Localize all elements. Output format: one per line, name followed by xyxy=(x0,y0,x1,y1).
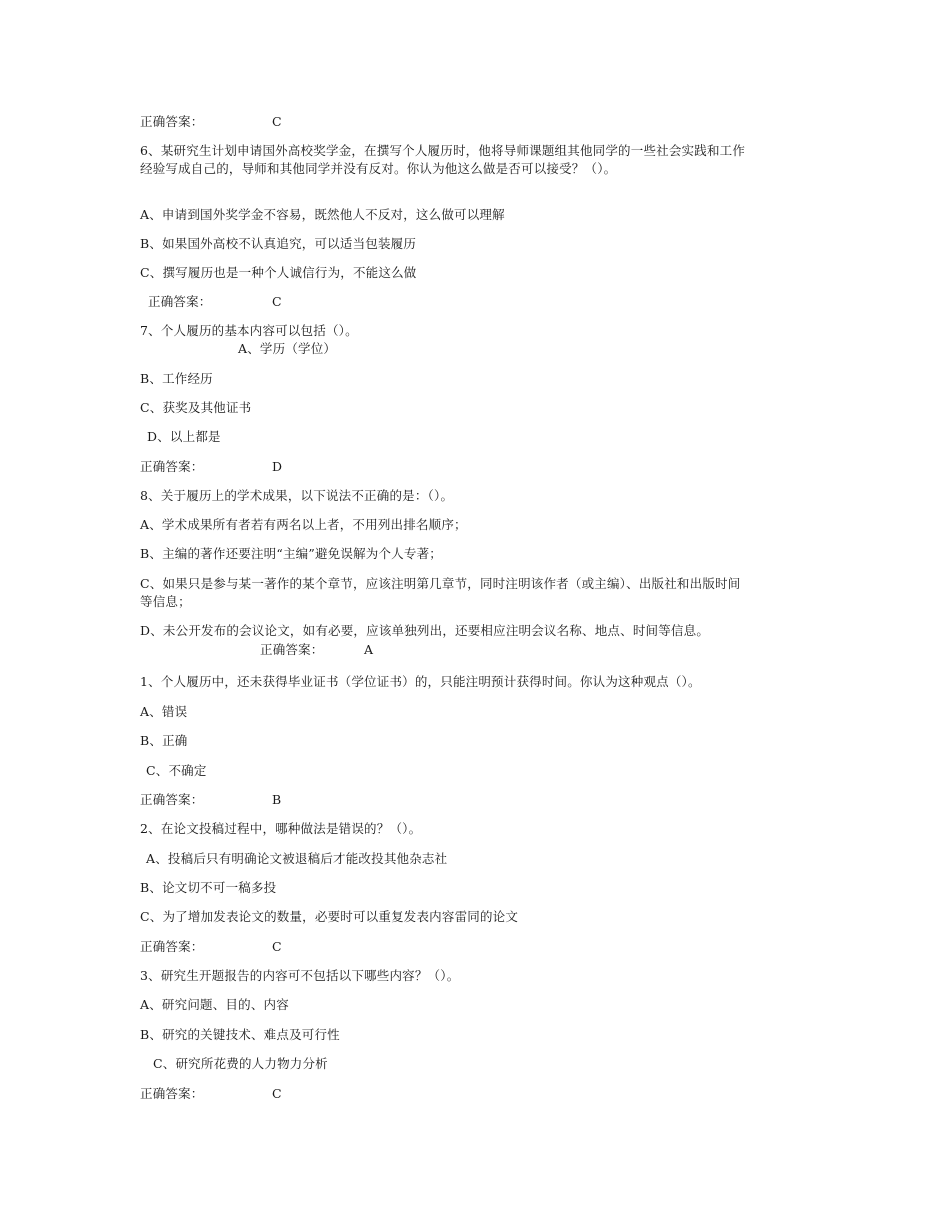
answer-value: C xyxy=(272,939,282,954)
question-6-stem-line1: 6、某研究生计划申请国外高校奖学金，在撰写个人履历时，他将导师课题组其他同学的一些社会实践和工作 xyxy=(140,143,746,158)
question-8-option-d: D、未公开发布的会议论文，如有必要，应该单独列出，还要相应注明会议名称、地点、时间等信息。 xyxy=(140,623,710,638)
question-1-option-b: B、正确 xyxy=(140,733,188,748)
question-2-option-a: A、投稿后只有明确论文被退稿后才能改投其他杂志社 xyxy=(146,851,448,866)
answer-value: C xyxy=(272,1086,282,1101)
question-2-option-c: C、为了增加发表论文的数量，必要时可以重复发表内容雷同的论文 xyxy=(140,909,519,924)
question-2-option-b: B、论文切不可一稿多投 xyxy=(140,880,277,895)
question-1-stem: 1、个人履历中，还未获得毕业证书（学位证书）的，只能注明预计获得时间。你认为这种观点（）。 xyxy=(140,674,701,689)
question-6-option-b: B、如果国外高校不认真追究，可以适当包装履历 xyxy=(140,236,417,251)
question-6-option-a: A、申请到国外奖学金不容易，既然他人不反对，这么做可以理解 xyxy=(140,207,505,222)
question-6-stem-line2: 经验写成自己的，导师和其他同学并没有反对。你认为他这么做是否可以接受？（）。 xyxy=(140,161,617,176)
question-6-option-c: C、撰写履历也是一种个人诚信行为，不能这么做 xyxy=(140,265,417,280)
question-8-stem: 8、关于履历上的学术成果，以下说法不正确的是：（）。 xyxy=(140,488,454,503)
question-7-stem: 7、个人履历的基本内容可以包括（）。 xyxy=(140,323,358,338)
question-7-option-a: A、学历（学位） xyxy=(238,341,337,356)
answer-label: 正确答案： xyxy=(140,792,204,807)
answer-value: C xyxy=(272,294,282,309)
answer-label: 正确答案： xyxy=(140,114,204,129)
question-7-option-c: C、获奖及其他证书 xyxy=(140,400,252,415)
answer-label: 正确答案： xyxy=(148,294,212,309)
question-8-option-c-line2: 等信息； xyxy=(140,594,191,609)
question-1-option-c: C、不确定 xyxy=(146,763,207,778)
question-7-option-b: B、工作经历 xyxy=(140,371,213,386)
answer-value: D xyxy=(272,459,283,474)
question-7-option-d: D、以上都是 xyxy=(147,429,221,444)
answer-value: C xyxy=(272,114,282,129)
question-3-option-c: C、研究所花费的人力物力分析 xyxy=(153,1056,328,1071)
question-3-option-b: B、研究的关键技术、难点及可行性 xyxy=(140,1027,340,1042)
question-3-stem: 3、研究生开题报告的内容可不包括以下哪些内容？（）。 xyxy=(140,968,460,983)
answer-label: 正确答案： xyxy=(260,642,324,657)
answer-value: B xyxy=(272,792,282,807)
question-2-stem: 2、在论文投稿过程中，哪种做法是错误的？（）。 xyxy=(140,821,422,836)
answer-label: 正确答案： xyxy=(140,459,204,474)
question-3-option-a: A、研究问题、目的、内容 xyxy=(140,997,289,1012)
answer-value: A xyxy=(364,642,374,657)
question-1-option-a: A、错误 xyxy=(140,704,188,719)
question-8-option-b: B、主编的著作还要注明“主编”避免误解为个人专著； xyxy=(140,546,442,561)
question-8-option-a: A、学术成果所有者若有两名以上者，不用列出排名顺序； xyxy=(140,517,467,532)
answer-label: 正确答案： xyxy=(140,1086,204,1101)
question-8-option-c-line1: C、如果只是参与某一著作的某个章节，应该注明第几章节，同时注明该作者（或主编）、出版社和出版时间 xyxy=(140,576,741,591)
answer-label: 正确答案： xyxy=(140,939,204,954)
